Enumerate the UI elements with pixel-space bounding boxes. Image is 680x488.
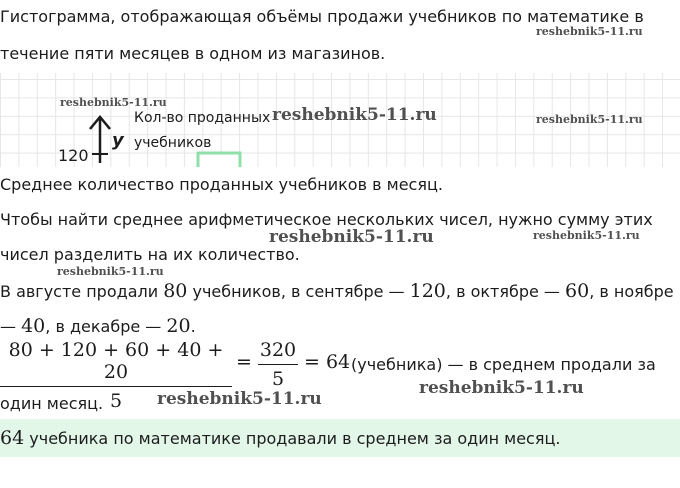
fraction-sum-denominator: 5: [109, 390, 123, 412]
sales-text: —: [0, 317, 22, 336]
watermark: reshebnik5-11.ru: [536, 113, 643, 126]
formula-result: = 64: [304, 351, 351, 373]
answer-sentence: учебника по математике продавали в среднем за один месяц.: [24, 429, 561, 448]
sales-text: , в октябре —: [445, 282, 566, 301]
watermark: reshebnik5-11.ru: [269, 227, 434, 247]
fraction-total: [258, 339, 298, 390]
sales-line-1: [0, 281, 674, 302]
task-line-2: течение пяти месяцев в одном из магазинов.: [0, 44, 386, 63]
fraction-bar: [0, 386, 232, 387]
task-line-1: Гистограмма, отображающая объёмы продажи учебников по математике в: [0, 7, 644, 26]
formula-tail: (учебника) — в среднем продали за: [351, 355, 656, 374]
watermark: reshebnik5-11.ru: [419, 378, 584, 398]
sales-line-2: [0, 316, 196, 337]
watermark: reshebnik5-11.ru: [60, 96, 167, 109]
sales-text: В августе продали: [0, 282, 164, 301]
sales-text: , в декабре —: [45, 317, 167, 336]
sales-number-august: 80: [163, 280, 188, 302]
sales-number-december: 20: [166, 315, 191, 337]
watermark: reshebnik5-11.ru: [157, 389, 322, 409]
y-axis-caption-line-1: Кол-во проданных: [134, 110, 271, 126]
answer-text: [0, 428, 560, 449]
histogram-bar: [198, 153, 240, 167]
sales-number-november: 40: [21, 315, 46, 337]
sales-text: учебников, в сентябре —: [187, 282, 410, 301]
watermark: reshebnik5-11.ru: [533, 229, 640, 242]
sales-text: .: [190, 317, 196, 336]
sales-text: , в ноябре: [589, 282, 674, 301]
fraction-total-numerator: 320: [259, 339, 297, 361]
equals-sign: =: [236, 351, 252, 373]
y-tick-label: 120: [58, 146, 89, 165]
fraction-total-denominator: 5: [271, 368, 285, 390]
sales-number-september: 120: [409, 280, 446, 302]
rule-line-2: чисел разделить на их количество.: [0, 245, 300, 264]
y-axis-label: y: [112, 130, 124, 151]
solution-heading: Среднее количество проданных учебников в месяц.: [0, 175, 443, 194]
rule-line-1: Чтобы найти среднее арифметическое нескольких чисел, нужно сумму этих: [0, 210, 653, 229]
watermark: reshebnik5-11.ru: [272, 105, 437, 125]
answer-number: 64: [0, 427, 25, 449]
fraction-sum-numerator: 80 + 120 + 60 + 40 + 20: [8, 339, 224, 383]
fraction-bar: [258, 364, 298, 365]
formula-line-2: один месяц.: [0, 394, 104, 413]
watermark: reshebnik5-11.ru: [536, 25, 643, 38]
sales-number-october: 60: [565, 280, 590, 302]
watermark: reshebnik5-11.ru: [57, 265, 164, 278]
y-axis-caption-line-2: учебников: [134, 135, 212, 151]
